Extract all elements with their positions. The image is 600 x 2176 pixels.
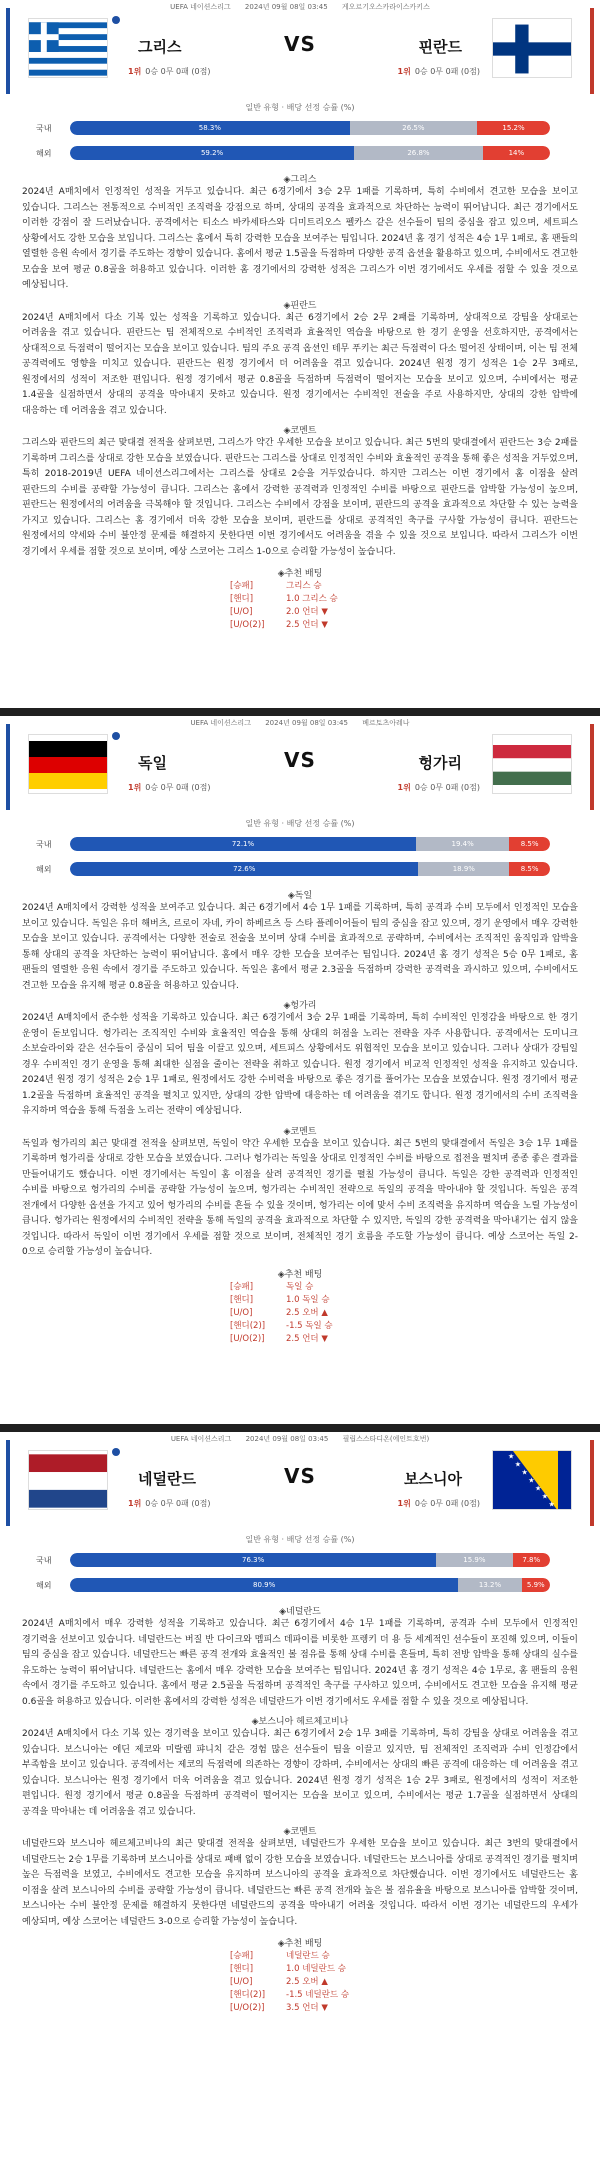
analysis-section (0, 172, 600, 631)
comment-heading: ◈코멘트 (283, 1126, 317, 1137)
odds-bar-row (0, 858, 600, 880)
league-name: UEFA 네이션스리그 (170, 3, 231, 11)
tip-value: -1.5 독일 승 (286, 1320, 333, 1331)
venue: 베르토츠아레나 (362, 719, 410, 727)
tips-title: ◈추천 배팅 (277, 1269, 323, 1280)
tip-item (230, 1293, 370, 1306)
odds-bar (70, 1553, 550, 1567)
odds-bars-title: 일반 유형 · 배당 선정 승률 (%) (245, 103, 355, 112)
home-record (128, 782, 210, 793)
comment-text: 네덜란드와 보스니아 헤르체고비나의 최근 맞대결 전적을 살펴보면, 네덜란드가 우세한 모습을 보이고 있습니다. 최근 3번의 맞대결에서 네덜란드는 2승 1무를 기록하며 보스니아를 상대로 패배 없이 강한 모습을 보였습니다. 네덜란드는 보스니아를 상대로 공격적인 경기를 펼치며 높은 득점력을 보였고, 수비에서도 견고한 모습을 유지하며 보스니아의 공격을 효과적으로 차단했습니다. 이번 경기에서도 네덜란드는 홈 이점을 살려 보스니아의 수비를 공략할 가능성이 큽니다. 네덜란드는 빠른 공격 전개와 높은 볼 점유율을 바탕으로 보스니아를 압박할 것이며, 보스니아는 수비 불안정 문제를 해결하지 못한다면 네덜란드의 공격을 막아내기 어려울 것입니다. 따라서 이번 경기는 네덜란드의 우세가 예상되며, 예상 스코어는 네덜란드 3-0으로 승리할 가능성이 높습니다. (22, 1839, 578, 1927)
betting-tips (230, 1936, 370, 2014)
home-analysis-heading: ◈네덜란드 (279, 1607, 321, 1617)
away-flag-icon (492, 1450, 572, 1510)
odds-bar-label: 국내 (36, 124, 52, 133)
league-name: UEFA 네이션스리그 (190, 719, 251, 727)
draw-segment: 26.5% (350, 121, 477, 135)
away-analysis-heading: ◈핀란드 (283, 300, 317, 311)
tip-label: [U/O(2)] (230, 620, 265, 630)
home-team-name: 그리스 (138, 38, 182, 56)
away-record (398, 1498, 480, 1509)
home-win-segment: 72.1% (70, 837, 416, 851)
odds-bar (70, 862, 550, 876)
away-analysis-text: 2024년 A매치에서 다소 기복 있는 경기력을 보이고 있습니다. 최근 6경기에서 2승 1무 3패를 기록하며, 특히 강팀을 상대로 어려움을 겪고 있습니다. 보스니아는 에딘 제코와 미랄렘 퍄니치 같은 경험 많은 선수들이 팀을 이끌고 있지만, 팀 전체적인 조직력과 수비 인정감에서 부족함을 보이고 있습니다. 공격에서는 제코의 득점력에 의존하는 경향이 강하며, 수비에서는 상대의 빠른 공격에 대응하는 데 어려움을 겪고 있습니다. 보스니아는 원정 경기에서 더욱 어려움을 겪고 있습니다. 2024년 원정 경기 성적은 1승 2무 3패로, 원정에서의 성적이 저조한 편입니다. 원정 경기에서 평균 0.8골을 득점하며 공격력이 떨어지는 모습을 보이고 있으며, 수비에서는 평균 1.7골을 실점하면서 상대의 공격을 막아내는 데 어려움을 겪고 있습니다. (22, 1729, 578, 1817)
tip-item (230, 618, 370, 631)
odds-bar-row (0, 117, 600, 139)
tip-label: [승패] (230, 1951, 254, 1961)
comment-text: 그리스와 핀란드의 최근 맞대결 전적을 살펴보면, 그리스가 약간 우세한 모습을 보이고 있습니다. 최근 5번의 맞대결에서 핀란드는 3승 2패를 기록하며 그리스를 상대로 강한 모습을 보였습니다. 핀란드는 그리스를 상대로 인정적인 수비와 효율적인 공격을 통해 좋은 성적을 거두었으며, 특히 2018-2019년 UEFA 네이션스리그에서는 그리스를 상대로 2승을 거두었습니다. 하지만 그리스는 이번 경기에서 홈 이점을 살려 핀란드의 수비를 공략할 가능성이 큽니다. 그리스는 홈에서 강력한 공격력과 인정적인 수비를 바탕으로 핀란드를 압박할 가능성이 높으며, 핀란드는 원정에서의 어려움을 극복해야 할 것입니다. 그리스는 수비에서 강점을 보이며, 핀란드의 공격을 효과적으로 차단할 수 있는 능력을 가지고 있습니다. 그리스는 홈 경기에서 더욱 강한 모습을 보이며, 핀란드를 상대로 공격적인 축구를 구사할 가능성이 큽니다. 핀란드는 원정에서의 약세와 수비 불안정 문제를 해결하지 못한다면 이번 경기에서도 어려움을 겪을 수 있을 것으로 보입니다. 따라서 그리스가 이번 경기에서 우세를 점할 것으로 보이며, 예상 스코어는 그리스 1-0으로 승리할 가능성이 높습니다. (22, 438, 578, 557)
home-analysis-text: 2024년 A매치에서 매우 강력한 성적을 기록하고 있습니다. 최근 6경기에서 4승 1무 1패를 기록하며, 공격과 수비 모두에서 인정적인 경기력을 선보이고 있습니다. 네덜란드는 버질 반 다이크와 멤피스 데파이를 비롯한 프렝키 더 용 등 세계적인 선수들이 포진해 있으며, 이들이 팀의 중심을 잡고 있습니다. 네덜란드는 빠른 공격 전개와 효율적인 볼 점유를 통해 상대 수비를 흔들며, 특히 전방 압박을 통해 상대의 실수를 유도하는 능력이 뛰어납니다. 네덜란드는 홈에서 매우 강력한 모습을 보여주는 팀입니다. 2024년 홈 경기 성적은 4승 1무로, 홈 팬들의 응원 속에서 경기를 주도하고 있습니다. 홈에서 평균 2.5골을 득점하며 공격적인 축구를 구사하고 있으며, 수비에서도 견고한 모습을 유지해 평균 0.6골을 허용하고 있습니다. 이러한 홈에서의 강력한 성적은 네덜란드가 이번 경기에서도 우세를 점할 수 있을 것으로 예상됩니다. (22, 1619, 578, 1707)
away-analysis-heading: ◈헝가리 (283, 1001, 317, 1011)
tip-item (230, 1949, 370, 1962)
tip-item (230, 579, 370, 592)
tip-label: [핸디(2)] (230, 1320, 266, 1331)
home-badge-icon (112, 16, 120, 24)
odds-bar-label: 해외 (36, 149, 52, 158)
svg-text:★: ★ (535, 1484, 542, 1493)
odds-bar (70, 837, 550, 851)
betting-tips (230, 1267, 370, 1345)
home-badge-icon (112, 1448, 120, 1456)
analysis-section (0, 1604, 600, 2014)
away-win-segment: 14% (483, 146, 550, 160)
match-card (0, 716, 600, 1424)
match-date: 2024년 09월 08일 03:45 (245, 1435, 329, 1443)
tip-item (230, 1306, 370, 1319)
match-header (0, 716, 600, 816)
away-rank: 1위 (397, 783, 411, 792)
away-analysis-text: 2024년 A매치에서 다소 기복 있는 성적을 기록하고 있습니다. 최근 6경기에서 2승 2무 2패를 기록하며, 상대적으로 강팀을 상대로는 어려움을 겪고 있습니다. 핀란드는 팀 전체적으로 수비적인 조직력과 효율적인 역습을 바탕으로 한 경기 운영을 선호하지만, 공격에서는 상대적으로 득점력이 떨어지는 모습을 보이고 있습니다. 팀의 주요 공격 옵션인 테무 푸키는 최근 득점력이 다소 떨어진 상태이며, 이는 팀 전체 공격력에도 영향을 미치고 있습니다. 핀란드는 원정 경기에서 더 어려움을 겪고 있습니다. 2024년 원정 경기 성적은 1승 2무 3패로, 원정에서의 성적이 저조한 편입니다. 원정 경기에서 평균 0.8골을 득점하며 득점력이 떨어지는 모습을 보이고 있으며, 수비에서는 평균 1.4골을 실점하면서 상대의 공격을 막아내지 못하고 있습니다. 원정 경기에서는 수비적인 전술을 주로 사용하지만, 상대의 강한 압박에 대응하는 데 어려움을 겪고 있습니다. (22, 312, 578, 416)
away-record-text: 0승 0무 0패 (0점) (414, 67, 480, 76)
match-meta (0, 2, 600, 12)
away-flag-icon (492, 734, 572, 794)
draw-segment: 13.2% (458, 1578, 521, 1592)
svg-text:★: ★ (521, 1468, 528, 1477)
away-analysis-text: 2024년 A매치에서 준수한 성적을 기록하고 있습니다. 최근 6경기에서 3승 2무 1패를 기록하며, 특히 수비적인 인정감을 바탕으로 한 경기 운영이 돋보입니다. 헝가리는 조직적인 수비와 효율적인 역습을 통해 상대의 허점을 노리는 전략을 자주 사용합니다. 공격에서는 도미니크 소보슬라이와 같은 선수들이 중심이 되어 팀을 이끌고 있으며, 세트피스 상황에서도 위협적인 모습을 보이고 있습니다. 그러나 상대가 강팀일 경우 수비적인 경기 운영을 통해 최대한 실점을 줄이는 전략을 취하고 있습니다. 원정 경기에서 비교적 인정적인 성적을 유지하고 있습니다. 2024년 원정 경기 성적은 2승 1무 1패로, 원정에서도 강한 수비력을 바탕으로 좋은 경기를 풀어가는 모습을 보였습니다. 원정 경기에서 평균 1.2골을 득점하며 효율적인 공격을 펼치고 있지만, 상대의 강한 압박에 대응하는 데 어려움을 겪기도 합니다. 원정 경기에서의 수비 조직력을 유지하며 역습을 통해 득점을 노리는 전략이 예상됩니다. (22, 1013, 578, 1116)
home-analysis-heading: ◈그리스 (283, 175, 317, 185)
tips-title: ◈추천 배팅 (277, 1939, 323, 1949)
svg-text:★: ★ (514, 1460, 522, 1469)
home-analysis-heading: ◈독일 (287, 891, 313, 901)
tip-label: [U/O] (230, 607, 253, 617)
card-divider (0, 1424, 600, 1432)
away-win-segment: 5.9% (522, 1578, 550, 1592)
tip-label: [승패] (230, 1281, 254, 1292)
tip-label: [핸디(2)] (230, 1990, 266, 2000)
match-meta (0, 718, 600, 728)
tip-value: 1.0 그리스 승 (286, 594, 338, 604)
away-win-segment: 15.2% (477, 121, 550, 135)
comment-heading: ◈코멘트 (283, 1827, 317, 1837)
away-rank: 1위 (397, 67, 411, 76)
tip-value: -1.5 네덜란드 승 (286, 1990, 350, 2000)
odds-bar (70, 146, 550, 160)
away-record (398, 782, 480, 793)
draw-segment: 18.9% (418, 862, 509, 876)
home-record (128, 1498, 210, 1509)
tip-item (230, 1988, 370, 2001)
home-rank: 1위 (128, 67, 142, 76)
tip-value: 독일 승 (286, 1281, 314, 1292)
away-record-text: 0승 0무 0패 (0점) (414, 783, 480, 792)
match-card (0, 1432, 600, 2176)
odds-bar-row (0, 833, 600, 855)
home-win-segment: 59.2% (70, 146, 354, 160)
tip-label: [핸디] (230, 594, 254, 604)
away-team-name: 헝가리 (418, 754, 462, 772)
tip-value: 네덜란드 승 (286, 1951, 330, 1961)
away-record (398, 66, 480, 77)
away-win-segment: 7.8% (513, 1553, 550, 1567)
away-win-segment: 8.5% (509, 862, 550, 876)
home-win-segment: 72.6% (70, 862, 418, 876)
tip-value: 2.0 언더 ▼ (286, 607, 328, 617)
tip-item (230, 1280, 370, 1293)
away-team-name: 보스니아 (404, 1470, 462, 1488)
tip-value: 그리스 승 (286, 581, 322, 591)
tip-value: 2.5 언더 ▼ (286, 1333, 328, 1344)
card-divider (0, 708, 600, 716)
home-team-name: 네덜란드 (138, 1470, 196, 1488)
tip-item (230, 1975, 370, 1988)
betting-tips (230, 566, 370, 631)
tip-item (230, 1319, 370, 1332)
odds-bar-label: 국내 (36, 840, 52, 849)
analysis-section (0, 888, 600, 1345)
match-meta (0, 1434, 600, 1444)
tip-label: [승패] (230, 581, 254, 591)
tip-value: 2.5 오버 ▲ (286, 1977, 328, 1987)
home-record-text: 0승 0무 0패 (0점) (145, 1499, 211, 1508)
match-date: 2024년 09월 08일 03:45 (265, 719, 348, 727)
odds-bar (70, 121, 550, 135)
home-rank: 1위 (128, 783, 142, 792)
draw-segment: 19.4% (416, 837, 509, 851)
away-analysis-heading: ◈보스니아 헤르체고비나 (251, 1717, 349, 1727)
home-team-name: 독일 (138, 754, 167, 772)
venue: 필립스스타디온(에인트호번) (342, 1435, 430, 1443)
home-record-text: 0승 0무 0패 (0점) (145, 783, 211, 792)
tip-item (230, 1332, 370, 1345)
away-flag-icon (492, 18, 572, 78)
match-header (0, 1432, 600, 1532)
tip-label: [U/O] (230, 1977, 253, 1987)
vs-label: VS (284, 1464, 316, 1488)
home-badge-icon (112, 732, 120, 740)
venue: 게오르기오스카라이스카키스 (341, 3, 430, 11)
tip-label: [U/O(2)] (230, 2003, 265, 2013)
tip-item (230, 605, 370, 618)
home-analysis-text: 2024년 A매치에서 인정적인 성적을 거두고 있습니다. 최근 6경기에서 3승 2무 1패를 기록하며, 특히 수비에서 견고한 모습을 보이고 있습니다. 그리스는 전통적으로 수비적인 조직력을 강점으로 하며, 상대의 공격을 효과적으로 차단하는 능력이 뛰어납니다. 최근 경기에서도 이러한 강점이 잘 드러났습니다. 공격에서는 티소스 바카세타스와 디미트리오스 펠카스 같은 선수들이 팀의 중심을 잡고 있으며, 세트피스 상황에서도 강한 모습을 보입니다. 그리스는 홈에서 특히 강력한 모습을 보여주는 팀입니다. 2024년 홈 경기 성적은 4승 1무 1패로, 홈 팬들의 열렬한 응원 속에서 경기를 주도하는 경향이 있습니다. 홈에서 평균 1.5골을 득점하며 다양한 공격 옵션을 활용하고 있으며, 수비에서도 견고한 모습을 보여 평균 0.8골을 허용하고 있습니다. 이러한 홈 경기에서의 강력한 성적은 그리스가 이번 경기에서도 우세를 점할 수 있을 것으로 예상됩니다. (22, 187, 578, 290)
home-record-text: 0승 0무 0패 (0점) (145, 67, 211, 76)
tip-value: 2.5 언더 ▼ (286, 620, 328, 630)
odds-bars-title: 일반 유형 · 배당 선정 승률 (%) (245, 1535, 355, 1544)
vs-label: VS (284, 748, 316, 772)
comment-text: 독일과 헝가리의 최근 맞대결 전적을 살펴보면, 독일이 약간 우세한 모습을 보이고 있습니다. 최근 5번의 맞대결에서 독일은 3승 1무 1패를 기록하며 헝가리를 상대로 강한 모습을 보였습니다. 그러나 헝가리는 독일을 상대로 인정적인 수비를 바탕으로 접전을 펼치며 종종 좋은 결과를 만들어내기도 했습니다. 이번 경기에서는 독일이 홈 이점을 살려 공격적인 경기를 펼칠 가능성이 큽니다. 독일은 강한 공격력과 인정적인 수비를 바탕으로 헝가리의 수비를 공략할 가능성이 높으며, 헝가리는 수비적인 전략으로 독일의 공격을 막아내야 할 것입니다. 독일은 공격 전개에서 다양한 옵션을 가지고 있어 헝가리의 수비를 흔들 수 있을 것이며, 헝가리는 이에 맞서 수비 조직력을 유지하며 역습을 노릴 가능성이 큽니다. 헝가리는 원정에서의 수비적인 전략을 통해 독일의 공격을 효과적으로 차단할 수 있지만, 독일의 강한 공격력을 막아내기는 쉽지 않을 것입니다. 따라서 독일이 이번 경기에서 우세를 점할 것으로 보이며, 전체적인 경기 흐름을 주도할 가능성이 큽니다. 예상 스코어는 독일 2-0으로 승리할 가능성이 높습니다. (22, 1138, 578, 1257)
tip-item (230, 2001, 370, 2014)
away-win-segment: 8.5% (509, 837, 550, 851)
draw-segment: 26.8% (354, 146, 483, 160)
tip-label: [핸디] (230, 1294, 254, 1305)
draw-segment: 15.9% (436, 1553, 512, 1567)
odds-bar-label: 국내 (36, 1556, 52, 1565)
vs-label: VS (284, 32, 316, 56)
odds-bar-label: 해외 (36, 1581, 52, 1590)
odds-bar-row (0, 1549, 600, 1571)
away-rank: 1위 (397, 1499, 411, 1508)
tip-label: [핸디] (230, 1964, 254, 1974)
svg-text:★: ★ (528, 1476, 535, 1485)
comment-heading: ◈코멘트 (283, 426, 317, 436)
svg-text:★: ★ (548, 1500, 555, 1509)
league-name: UEFA 네이션스리그 (170, 1435, 232, 1443)
home-win-segment: 76.3% (70, 1553, 436, 1567)
odds-bar-row (0, 1574, 600, 1596)
home-win-segment: 58.3% (70, 121, 350, 135)
match-header (0, 0, 600, 100)
svg-text:★: ★ (541, 1492, 549, 1501)
home-analysis-text: 2024년 A매치에서 강력한 성적을 보여주고 있습니다. 최근 6경기에서 4승 1무 1패를 기록하며, 특히 공격과 수비 모두에서 인정적인 모습을 보이고 있습니다. 독일은 유더 해버츠, 르로이 자네, 카이 하베르츠 등 스타 플레이어들이 팀의 중심을 잡고 있으며, 경기 운영에서 매우 강력한 모습을 보이고 있습니다. 공격에서는 다양한 전술로 전술을 보이며 상대 수비를 효과적으로 공략하며, 수비에서는 조직적인 움직임과 압박을 통해 상대의 공격을 차단하는 능력이 뛰어납니다. 홈에서 매우 강한 모습을 보여주는 팀입니다. 2024년 홈 경기 성적은 5승 0무 1패로, 홈 팬들의 열렬한 응원 속에서 경기를 주도하고 있습니다. 독일은 홈에서 평균 2.3골을 득점하며 강력한 공격력을 과시하고 있으며, 수비에서도 견고한 모습을 유지해 평균 0.8골을 허용하고 있습니다. (22, 903, 578, 991)
tip-item (230, 592, 370, 605)
home-rank: 1위 (128, 1499, 142, 1508)
home-record (128, 66, 210, 77)
tip-label: [U/O] (230, 1307, 253, 1318)
tips-title: ◈추천 배팅 (277, 569, 323, 579)
home-win-segment: 80.9% (70, 1578, 458, 1592)
away-record-text: 0승 0무 0패 (0점) (414, 1499, 480, 1508)
match-card (0, 0, 600, 708)
odds-bar-label: 해외 (36, 865, 52, 874)
odds-bars-title: 일반 유형 · 배당 선정 승률 (%) (245, 819, 355, 828)
tip-label: [U/O(2)] (230, 1333, 265, 1344)
odds-bar (70, 1578, 550, 1592)
tip-value: 3.5 언더 ▼ (286, 2003, 328, 2013)
tip-value: 1.0 독일 승 (286, 1294, 330, 1305)
tip-value: 2.5 오버 ▲ (286, 1307, 328, 1318)
tip-item (230, 1962, 370, 1975)
match-date: 2024년 09월 08일 03:45 (244, 3, 328, 11)
odds-bar-row (0, 142, 600, 164)
tip-value: 1.0 네덜란드 승 (286, 1964, 346, 1974)
svg-text:★: ★ (508, 1452, 515, 1461)
away-team-name: 핀란드 (418, 38, 462, 56)
